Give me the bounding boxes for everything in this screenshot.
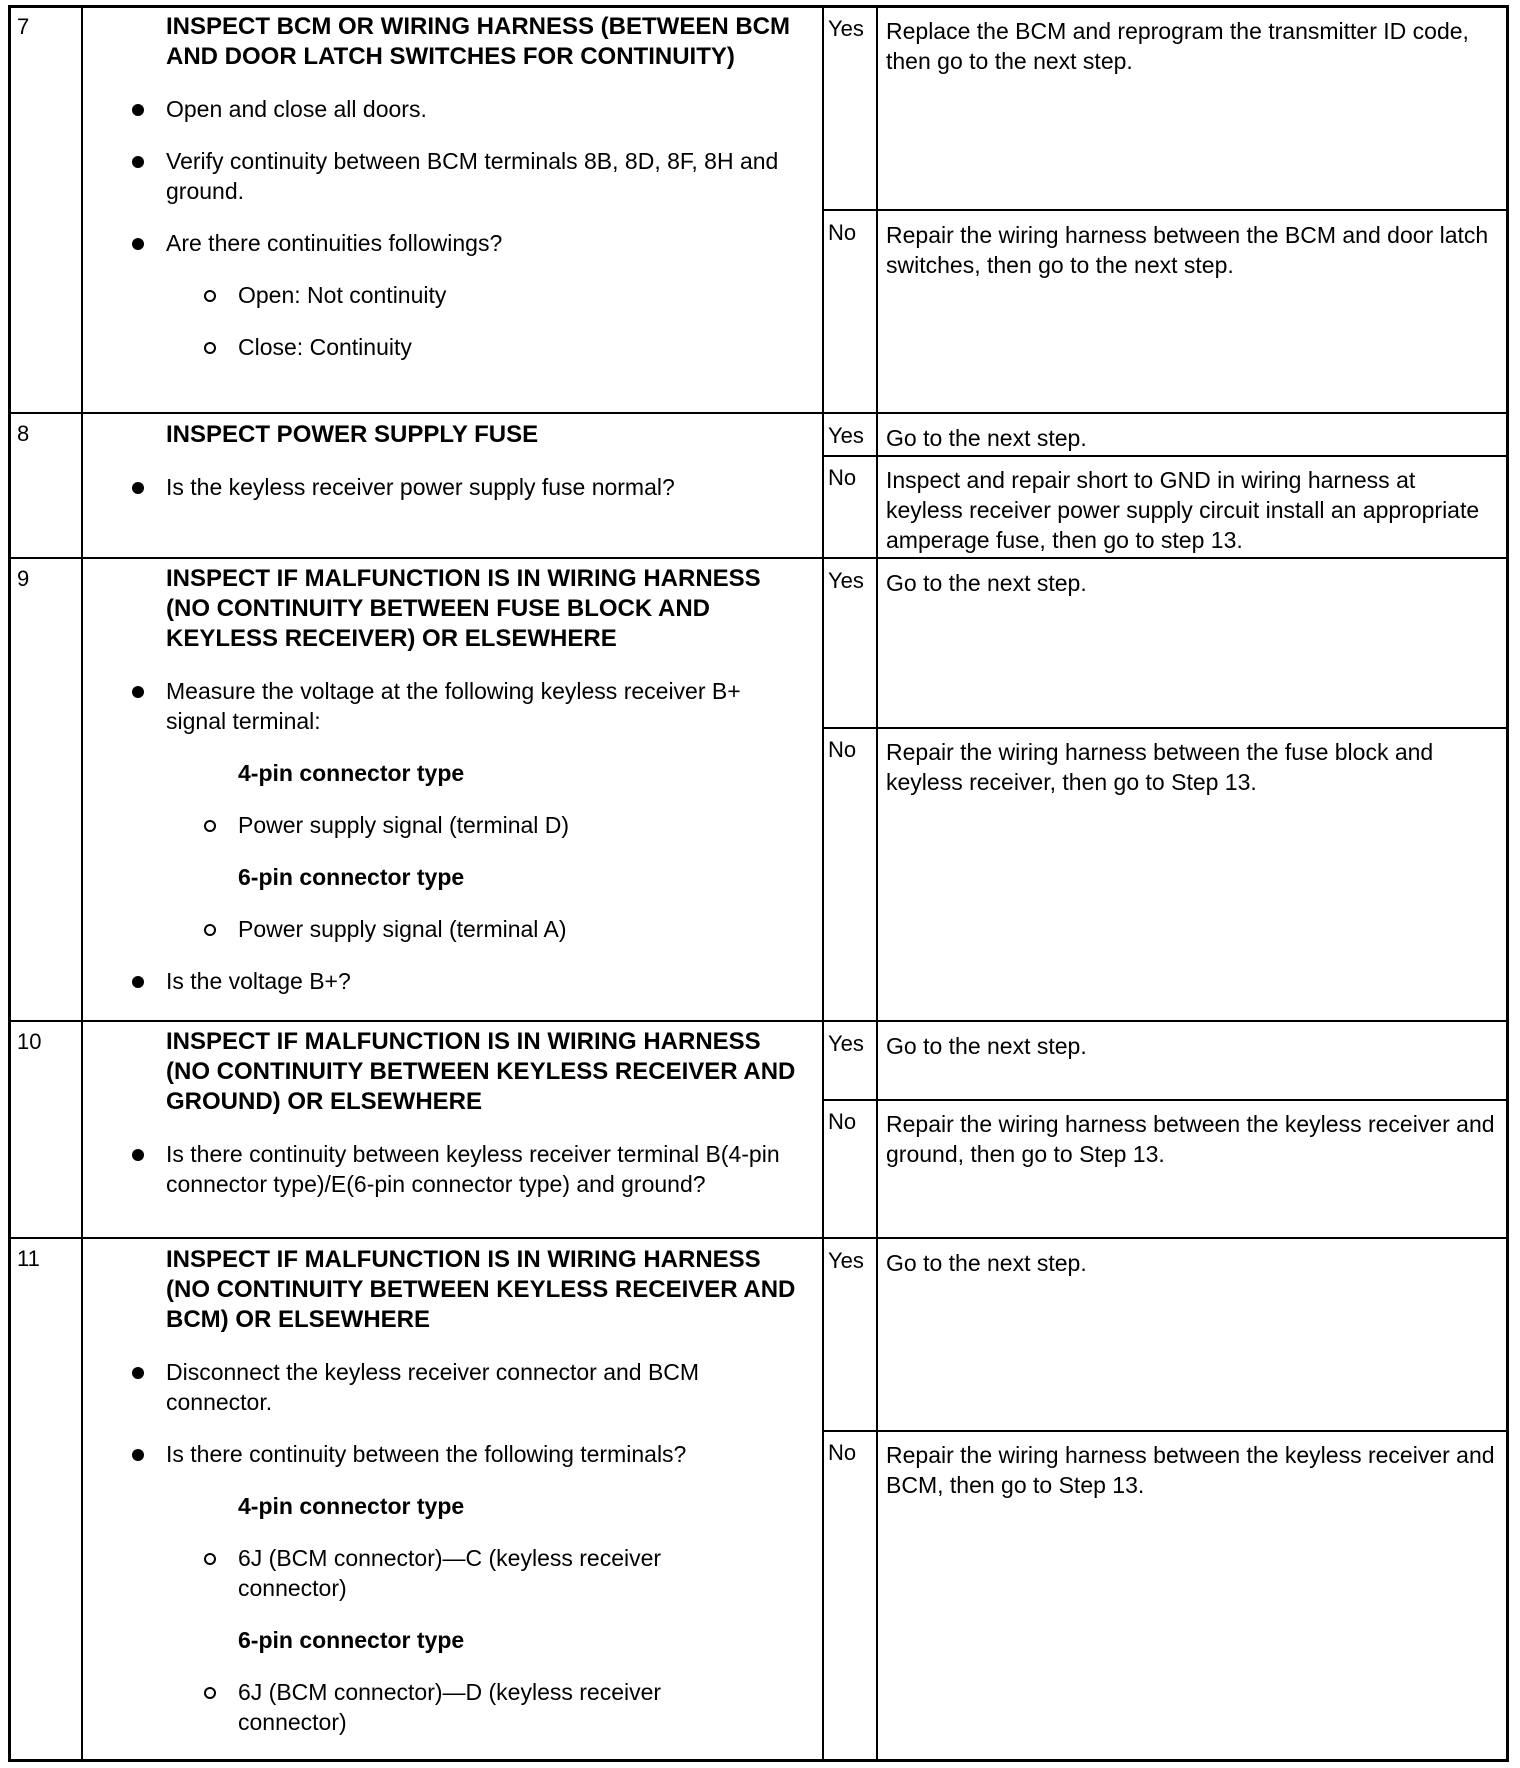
no-label: No (828, 220, 857, 245)
yes-no-divider (822, 727, 1509, 729)
step-8-procedure (82, 420, 822, 502)
yes-no-divider (822, 1430, 1509, 1432)
step-title: INSPECT BCM OR WIRING HARNESS (BETWEEN BCM AND DOOR LATCH SWITCHES FOR CONTINUITY) (166, 13, 790, 70)
sub-item: Power supply signal (terminal D) (82, 810, 822, 840)
yes-label: Yes (828, 1248, 864, 1273)
sub-item: 6J (BCM connector)—C (keyless receiver connector) (82, 1543, 722, 1603)
yes-no-divider (822, 1099, 1509, 1101)
sub-item: Open: Not continuity (82, 280, 822, 310)
no-result: Repair the wiring harness between the fuse block and keyless receiver, then go to Step 13. (886, 739, 1434, 795)
no-label: No (828, 737, 857, 762)
row-divider (8, 1020, 1509, 1022)
step-title: INSPECT IF MALFUNCTION IS IN WIRING HARNESS (NO CONTINUITY BETWEEN KEYLESS RECEIVER AND GROUND) OR ELSEWHERE (166, 1028, 796, 1115)
step-number: 10 (17, 1029, 42, 1054)
sub-item: Power supply signal (terminal A) (82, 914, 822, 944)
table-border-left (8, 6, 11, 1762)
yes-result: Go to the next step. (886, 570, 1087, 596)
table-border-top (8, 5, 1509, 8)
step-11-procedure (82, 1245, 822, 1737)
step-number: 8 (17, 421, 30, 446)
bullet-item: Verify continuity between BCM terminals 8B, 8D, 8F, 8H and ground. (82, 146, 802, 206)
bullet-item: Open and close all doors. (82, 94, 822, 124)
bullet-item: Is there continuity between keyless receiver terminal B(4-pin connector type)/E(6-pin connector type) and ground? (82, 1139, 782, 1199)
step-title: INSPECT POWER SUPPLY FUSE (166, 421, 539, 448)
yes-no-divider (822, 209, 1509, 211)
step-9-procedure (82, 564, 822, 996)
no-label: No (828, 1440, 857, 1465)
yes-label: Yes (828, 16, 864, 41)
step-title: INSPECT IF MALFUNCTION IS IN WIRING HARNESS (NO CONTINUITY BETWEEN FUSE BLOCK AND KEYLESS RECEIVER) OR ELSEWHERE (166, 565, 761, 652)
yes-label: Yes (828, 1031, 864, 1056)
step-title: INSPECT IF MALFUNCTION IS IN WIRING HARNESS (NO CONTINUITY BETWEEN KEYLESS RECEIVER AND BCM) OR ELSEWHERE (166, 1246, 796, 1333)
step-number: 11 (17, 1246, 40, 1271)
bullet-item: Are there continuities followings? (82, 228, 822, 258)
yes-label: Yes (828, 423, 864, 448)
connector-type-heading: 4-pin connector type (238, 760, 465, 786)
row-divider (8, 1237, 1509, 1239)
connector-type-heading: 4-pin connector type (238, 1493, 465, 1519)
bullet-item: Disconnect the keyless receiver connector and BCM connector. (82, 1357, 782, 1417)
step-10-procedure (82, 1027, 822, 1199)
column-divider (822, 6, 824, 1762)
no-result: Repair the wiring harness between the keyless receiver and BCM, then go to Step 13. (886, 1442, 1495, 1498)
bullet-item: Is there continuity between the following terminals? (82, 1439, 822, 1469)
no-label: No (828, 465, 857, 490)
bullet-item: Measure the voltage at the following keyless receiver B+ signal terminal: (82, 676, 802, 736)
step-7-procedure (82, 12, 822, 362)
row-divider (8, 412, 1509, 414)
yes-result: Go to the next step. (886, 1250, 1087, 1276)
sub-item: 6J (BCM connector)—D (keyless receiver connector) (82, 1677, 722, 1737)
step-number: 9 (17, 566, 30, 591)
table-border-bottom (8, 1759, 1509, 1762)
table-border-right (1506, 6, 1509, 1762)
bullet-item: Is the voltage B+? (82, 966, 822, 996)
no-label: No (828, 1109, 857, 1134)
yes-result: Replace the BCM and reprogram the transmitter ID code, then go to the next step. (886, 18, 1469, 74)
sub-item: Close: Continuity (82, 332, 822, 362)
bullet-item: Is the keyless receiver power supply fuse normal? (82, 472, 822, 502)
connector-type-heading: 6-pin connector type (238, 864, 465, 890)
yes-label: Yes (828, 568, 864, 593)
no-result: Repair the wiring harness between the BCM and door latch switches, then go to the next step. (886, 222, 1489, 278)
yes-result: Go to the next step. (886, 1033, 1087, 1059)
no-result: Repair the wiring harness between the keyless receiver and ground, then go to Step 13. (886, 1111, 1495, 1167)
no-result: Inspect and repair short to GND in wiring harness at keyless receiver power supply circuit install an appropriate amperage fuse, then go to step 13. (886, 467, 1480, 553)
yes-result: Go to the next step. (886, 425, 1087, 451)
connector-type-heading: 6-pin connector type (238, 1627, 465, 1653)
step-number: 7 (17, 14, 30, 39)
